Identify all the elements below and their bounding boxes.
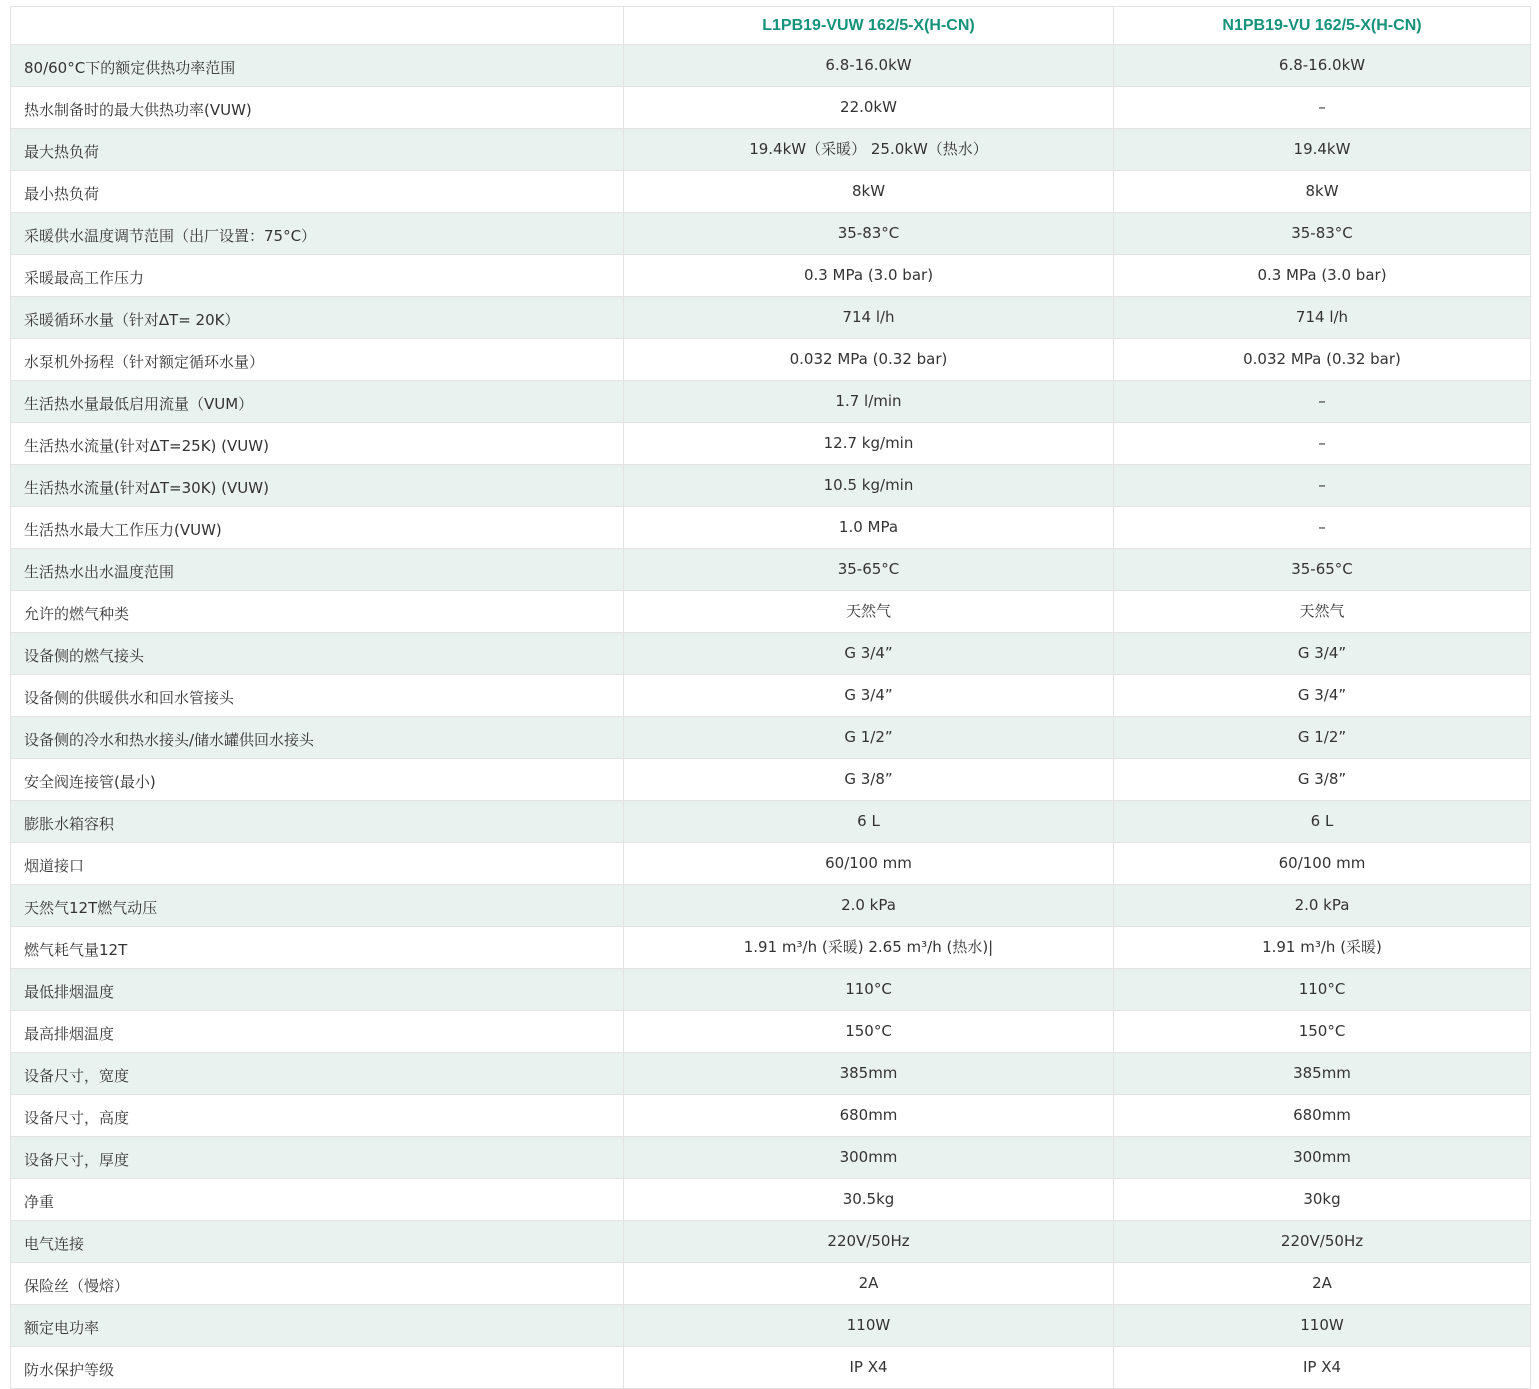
row-value-model2: 2.0 kPa bbox=[1114, 885, 1531, 927]
table-row bbox=[11, 759, 1531, 801]
row-value-model1: 300mm bbox=[624, 1137, 1114, 1179]
row-label: 设备尺寸，厚度 bbox=[11, 1137, 624, 1179]
row-value-model1: 60/100 mm bbox=[624, 843, 1114, 885]
row-value-model2: IP X4 bbox=[1114, 1347, 1531, 1389]
row-label: 保险丝（慢熔） bbox=[11, 1263, 624, 1305]
table-row bbox=[11, 1179, 1531, 1221]
table-header-row bbox=[11, 7, 1531, 45]
row-value-model1: 110°C bbox=[624, 969, 1114, 1011]
table-row bbox=[11, 633, 1531, 675]
table-row bbox=[11, 801, 1531, 843]
table-row bbox=[11, 843, 1531, 885]
row-value-model1: 8kW bbox=[624, 171, 1114, 213]
row-value-model2: – bbox=[1114, 465, 1531, 507]
row-label: 最大热负荷 bbox=[11, 129, 624, 171]
row-value-model2: 680mm bbox=[1114, 1095, 1531, 1137]
table-row bbox=[11, 1347, 1531, 1389]
row-label: 最高排烟温度 bbox=[11, 1011, 624, 1053]
row-value-model2: 0.3 MPa (3.0 bar) bbox=[1114, 255, 1531, 297]
table-row bbox=[11, 1053, 1531, 1095]
row-label: 生活热水量最低启用流量（VUM） bbox=[11, 381, 624, 423]
row-label: 生活热水出水温度范围 bbox=[11, 549, 624, 591]
table-row bbox=[11, 297, 1531, 339]
row-label: 设备侧的供暖供水和回水管接头 bbox=[11, 675, 624, 717]
row-value-model2: 60/100 mm bbox=[1114, 843, 1531, 885]
row-value-model1: 714 l/h bbox=[624, 297, 1114, 339]
row-value-model1: 1.7 l/min bbox=[624, 381, 1114, 423]
table-row bbox=[11, 675, 1531, 717]
row-value-model2: 220V/50Hz bbox=[1114, 1221, 1531, 1263]
row-label: 设备侧的燃气接头 bbox=[11, 633, 624, 675]
row-label: 80/60°C下的额定供热功率范围 bbox=[11, 45, 624, 87]
row-value-model1: G 3/4” bbox=[624, 675, 1114, 717]
row-label: 采暖循环水量（针对∆T= 20K） bbox=[11, 297, 624, 339]
row-value-model1: 30.5kg bbox=[624, 1179, 1114, 1221]
header-model2: N1PB19-VU 162/5-X(H-CN) bbox=[1114, 7, 1531, 45]
row-value-model1: 10.5 kg/min bbox=[624, 465, 1114, 507]
row-value-model1: 35-83°C bbox=[624, 213, 1114, 255]
row-value-model2: 110°C bbox=[1114, 969, 1531, 1011]
row-value-model1: 680mm bbox=[624, 1095, 1114, 1137]
row-value-model2: 天然气 bbox=[1114, 591, 1531, 633]
row-label: 设备尺寸，高度 bbox=[11, 1095, 624, 1137]
row-label: 烟道接口 bbox=[11, 843, 624, 885]
row-value-model1: 385mm bbox=[624, 1053, 1114, 1095]
row-label: 膨胀水箱容积 bbox=[11, 801, 624, 843]
row-value-model2: – bbox=[1114, 87, 1531, 129]
table-row bbox=[11, 423, 1531, 465]
table-row bbox=[11, 591, 1531, 633]
row-value-model2: – bbox=[1114, 423, 1531, 465]
row-value-model2: 35-83°C bbox=[1114, 213, 1531, 255]
row-value-model2: G 3/4” bbox=[1114, 675, 1531, 717]
row-label: 采暖最高工作压力 bbox=[11, 255, 624, 297]
row-label: 热水制备时的最大供热功率(VUW) bbox=[11, 87, 624, 129]
row-value-model2: 2A bbox=[1114, 1263, 1531, 1305]
header-model1: L1PB19-VUW 162/5-X(H-CN) bbox=[624, 7, 1114, 45]
table-row bbox=[11, 717, 1531, 759]
row-label: 最小热负荷 bbox=[11, 171, 624, 213]
table-row bbox=[11, 1305, 1531, 1347]
row-label: 设备尺寸，宽度 bbox=[11, 1053, 624, 1095]
row-value-model2: 6 L bbox=[1114, 801, 1531, 843]
row-value-model1: 天然气 bbox=[624, 591, 1114, 633]
table-row bbox=[11, 1011, 1531, 1053]
table-row bbox=[11, 969, 1531, 1011]
row-value-model2: 150°C bbox=[1114, 1011, 1531, 1053]
row-label: 生活热水最大工作压力(VUW) bbox=[11, 507, 624, 549]
row-label: 防水保护等级 bbox=[11, 1347, 624, 1389]
row-value-model1: 0.3 MPa (3.0 bar) bbox=[624, 255, 1114, 297]
row-value-model2: 1.91 m³/h (采暖) bbox=[1114, 927, 1531, 969]
table-row bbox=[11, 1221, 1531, 1263]
row-label: 水泵机外扬程（针对额定循环水量） bbox=[11, 339, 624, 381]
row-label: 额定电功率 bbox=[11, 1305, 624, 1347]
row-value-model1: G 3/8” bbox=[624, 759, 1114, 801]
table-row bbox=[11, 1095, 1531, 1137]
row-value-model1: IP X4 bbox=[624, 1347, 1114, 1389]
table-row bbox=[11, 465, 1531, 507]
row-value-model1: G 3/4” bbox=[624, 633, 1114, 675]
row-label: 采暖供水温度调节范围（出厂设置：75°C） bbox=[11, 213, 624, 255]
row-value-model1: 1.0 MPa bbox=[624, 507, 1114, 549]
table-row bbox=[11, 339, 1531, 381]
row-value-model2: – bbox=[1114, 381, 1531, 423]
row-value-model1: 150°C bbox=[624, 1011, 1114, 1053]
row-value-model1: 12.7 kg/min bbox=[624, 423, 1114, 465]
table-row bbox=[11, 381, 1531, 423]
spec-table bbox=[10, 6, 1531, 1389]
row-value-model2: 110W bbox=[1114, 1305, 1531, 1347]
table-body bbox=[11, 45, 1531, 1389]
table-row bbox=[11, 507, 1531, 549]
row-value-model1: 6 L bbox=[624, 801, 1114, 843]
table-row bbox=[11, 885, 1531, 927]
header-label-cell bbox=[11, 7, 624, 45]
row-value-model2: 714 l/h bbox=[1114, 297, 1531, 339]
row-value-model2: 35-65°C bbox=[1114, 549, 1531, 591]
row-label: 允许的燃气种类 bbox=[11, 591, 624, 633]
table-row bbox=[11, 1137, 1531, 1179]
row-label: 设备侧的冷水和热水接头/储水罐供回水接头 bbox=[11, 717, 624, 759]
table-row bbox=[11, 549, 1531, 591]
row-value-model1: 0.032 MPa (0.32 bar) bbox=[624, 339, 1114, 381]
table-row bbox=[11, 45, 1531, 87]
row-value-model2: – bbox=[1114, 507, 1531, 549]
row-value-model2: 385mm bbox=[1114, 1053, 1531, 1095]
row-value-model1: 220V/50Hz bbox=[624, 1221, 1114, 1263]
row-value-model2: G 3/8” bbox=[1114, 759, 1531, 801]
table-row bbox=[11, 213, 1531, 255]
row-value-model2: 19.4kW bbox=[1114, 129, 1531, 171]
row-label: 净重 bbox=[11, 1179, 624, 1221]
row-value-model1: 6.8-16.0kW bbox=[624, 45, 1114, 87]
row-value-model1: 2.0 kPa bbox=[624, 885, 1114, 927]
row-value-model1: 110W bbox=[624, 1305, 1114, 1347]
row-label: 生活热水流量(针对∆T=25K) (VUW) bbox=[11, 423, 624, 465]
row-value-model1: G 1/2” bbox=[624, 717, 1114, 759]
row-label: 天然气12T燃气动压 bbox=[11, 885, 624, 927]
row-value-model2: G 3/4” bbox=[1114, 633, 1531, 675]
row-label: 最低排烟温度 bbox=[11, 969, 624, 1011]
row-value-model1: 1.91 m³/h (采暖) 2.65 m³/h (热水)| bbox=[624, 927, 1114, 969]
row-value-model2: 8kW bbox=[1114, 171, 1531, 213]
row-value-model1: 19.4kW（采暖） 25.0kW（热水） bbox=[624, 129, 1114, 171]
row-value-model2: 6.8-16.0kW bbox=[1114, 45, 1531, 87]
row-value-model1: 22.0kW bbox=[624, 87, 1114, 129]
table-row bbox=[11, 87, 1531, 129]
table-row bbox=[11, 255, 1531, 297]
row-label: 电气连接 bbox=[11, 1221, 624, 1263]
row-label: 燃气耗气量12T bbox=[11, 927, 624, 969]
row-value-model2: 0.032 MPa (0.32 bar) bbox=[1114, 339, 1531, 381]
table-row bbox=[11, 171, 1531, 213]
table-row bbox=[11, 1263, 1531, 1305]
row-value-model1: 35-65°C bbox=[624, 549, 1114, 591]
row-label: 安全阀连接管(最小) bbox=[11, 759, 624, 801]
row-value-model2: 30kg bbox=[1114, 1179, 1531, 1221]
row-value-model2: 300mm bbox=[1114, 1137, 1531, 1179]
table-row bbox=[11, 129, 1531, 171]
row-value-model1: 2A bbox=[624, 1263, 1114, 1305]
table-row bbox=[11, 927, 1531, 969]
row-value-model2: G 1/2” bbox=[1114, 717, 1531, 759]
row-label: 生活热水流量(针对∆T=30K) (VUW) bbox=[11, 465, 624, 507]
